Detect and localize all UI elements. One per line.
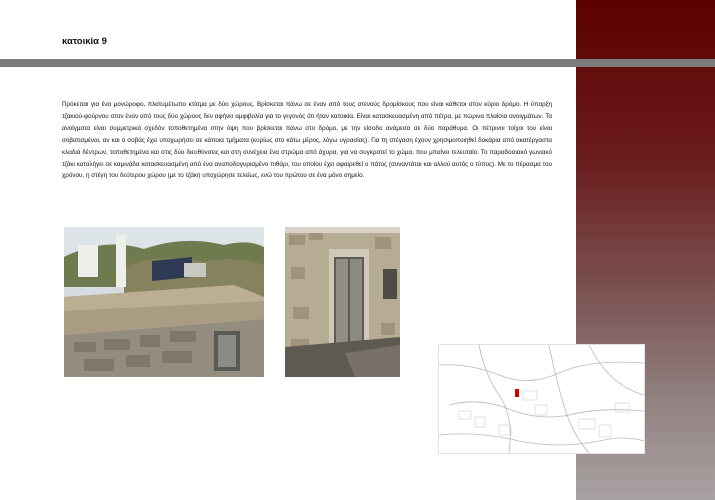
page-title: κατοικία 9 (62, 36, 107, 47)
body-paragraph: Πρόκειται για ένα μονώροφο, πλατυμέτωπο κτίσμα με δύο χώρους. Βρίσκεται πάνω σε έναν από τους στενούς δρομίσκους που είναι κάθετοι στον κύριο δρόμο. Η ύπαρξη τζακιού-φούρνου στον έναν από τους δύο χώρους δεν αφήνει αμφιβολία για το γεγονός ότι ήταν κατοικία. Είναι κατασκευασμένη από πέτρα, με πώρινα πλαίσια ανοιγμάτων. Τα ανοίγματα είναι συμμετρικά σχεδόν τοποθετημένα στην όψη που βρίσκεται πάνω στο δρόμο, με την είσοδο ανάμεσα σε δύο παράθυρα. Οι πέτρινοι τοίχοι του είναι σοβατισμένοι, αν και ο σοβάς έχει υποχωρήσει σε κάποια τμήματα (κυρίως στο κάτω μέρος, λόγω υγρασίας). Για τη στέγαση έχουν χρησιμοποιηθεί δοκάρια από ακατέργαστα κλαδιά δέντρων, τοποθετημένα και στις δύο διευθύνσεις και στη συνέχεια ένα στρώμα από άχυρα, για να συγκρατεί το χώμα, που μπαίνει τελευταίο. Το παραδοσιακό γωνιακό τζάκι καταλήγει σε καμινάδα κατασκευασμένη από ένα αναποδογυρισμένο πιθάρι, του οποίου έχει αφαιρεθεί ο πάτος (συναντάται και αλλού αυτός ο τύπος). Με το πέρασμα του χρόνου, η στέγη του δεύτερου χώρου (με το τζάκι) υποχώρησε τελείως, ενώ του πρώτου σε ένα μόνο σημείο. (62, 101, 552, 180)
location-map (438, 344, 645, 454)
sidebar-header-rule (576, 59, 715, 67)
door-photo (285, 227, 400, 377)
roof-photo (64, 227, 264, 377)
house-location-marker (515, 389, 519, 397)
